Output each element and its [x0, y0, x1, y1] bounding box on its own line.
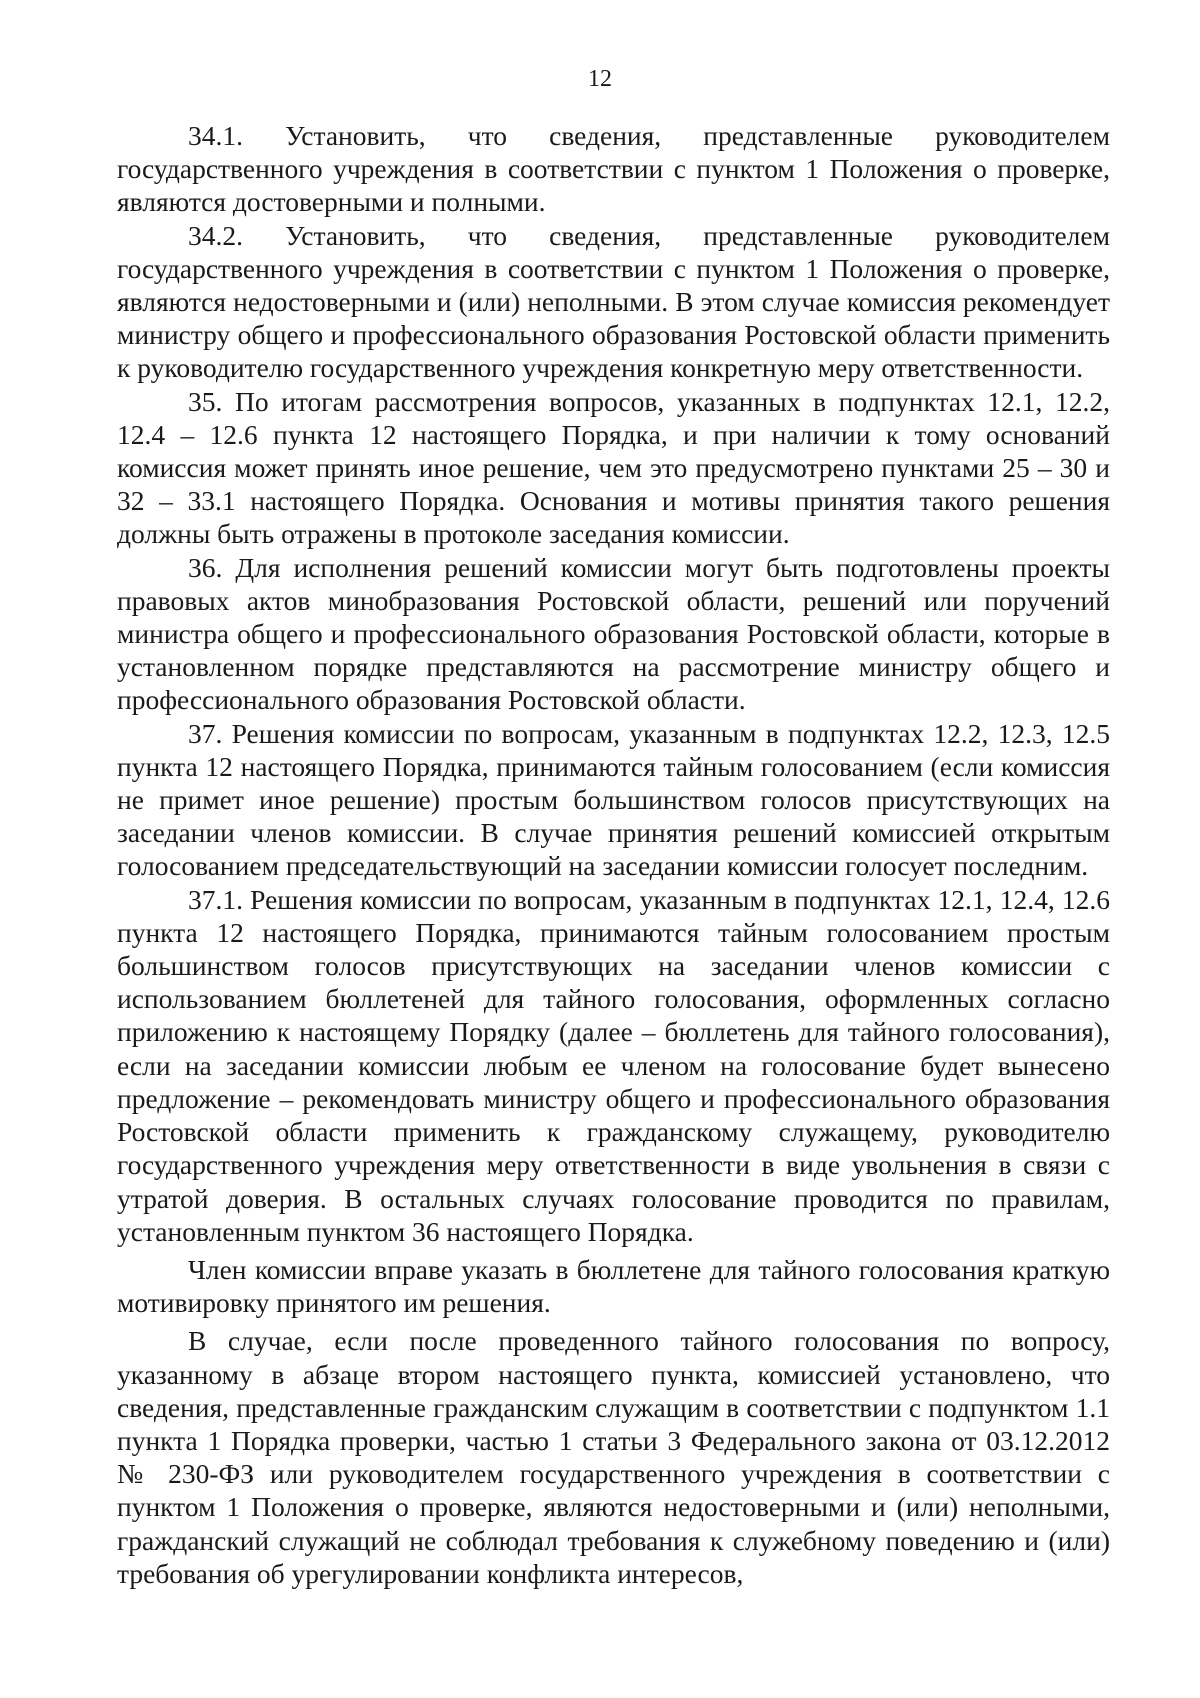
- paragraph-34-2: 34.2. Установить, что сведения, представленные руководителем государственного учреждения в соответствии с пунктом 1 Положения о проверке, являются недостоверными и (или) неполными. В этом случае комиссия рекомендует министру общего и профессионального образования Ростовской области применить к руководителю государственного учреждения конкретную меру ответственности.: [117, 219, 1110, 384]
- page-number: 12: [588, 66, 612, 92]
- paragraph-36: 36. Для исполнения решений комиссии могут быть подготовлены проекты правовых актов минобразования Ростовской области, решений или поручений министра общего и профессионального образования Ростовской области, которые в установленном порядке представляются на рассмотрение министру общего и профессионального образования Ростовской области.: [117, 551, 1110, 716]
- paragraph-37-1: 37.1. Решения комиссии по вопросам, указанным в подпунктах 12.1, 12.4, 12.6 пункта 12 настоящего Порядка, принимаются тайным голосованием простым большинством голосов присутствующих на заседании членов комиссии с использованием бюллетеней для тайного голосования, оформленных согласно приложению к настоящему Порядку (далее – бюллетень для тайного голосования), если на заседании комиссии любым ее членом на голосование будет вынесено предложение – рекомендовать министру общего и профессионального образования Ростовской области применить к гражданскому служащему, руководителю государственного учреждения меру ответственности в виде увольнения в связи с утратой доверия. В остальных случаях голосование проводится по правилам, установленным пунктом 36 настоящего Порядка.: [117, 883, 1110, 1247]
- paragraph-37: 37. Решения комиссии по вопросам, указанным в подпунктах 12.2, 12.3, 12.5 пункта 12 настоящего Порядка, принимаются тайным голосованием (если комиссия не примет иное решение) простым большинством голосов присутствующих на заседании членов комиссии. В случае принятия решений комиссией открытым голосованием председательствующий на заседании комиссии голосует последним.: [117, 717, 1110, 882]
- paragraph-35: 35. По итогам рассмотрения вопросов, указанных в подпунктах 12.1, 12.2, 12.4 – 12.6 пункта 12 настоящего Порядка, и при наличии к тому оснований комиссия может принять иное решение, чем это предусмотрено пунктами 25 – 30 и 32 – 33.1 настоящего Порядка. Основания и мотивы принятия такого решения должны быть отражены в протоколе заседания комиссии.: [117, 385, 1110, 550]
- paragraph-secret-vote-case: В случае, если после проведенного тайного голосования по вопросу, указанному в абзаце втором настоящего пункта, комиссией установлено, что сведения, представленные гражданским служащим в соответствии с подпунктом 1.1 пункта 1 Порядка проверки, частью 1 статьи 3 Федерального закона от 03.12.2012 № 230-ФЗ или руководителем государственного учреждения в соответствии с пунктом 1 Положения о проверке, являются недостоверными и (или) неполными, гражданский служащий не соблюдал требования к служебному поведению и (или) требования об урегулировании конфликта интересов,: [117, 1325, 1110, 1589]
- paragraph-34-1: 34.1. Установить, что сведения, представленные руководителем государственного учреждения в соответствии с пунктом 1 Положения о проверке, являются достоверными и полными.: [117, 120, 1110, 218]
- paragraph-member-ballot: Член комиссии вправе указать в бюллетене для тайного голосования краткую мотивировку принятого им решения.: [117, 1253, 1110, 1319]
- document-body: [117, 119, 1110, 1590]
